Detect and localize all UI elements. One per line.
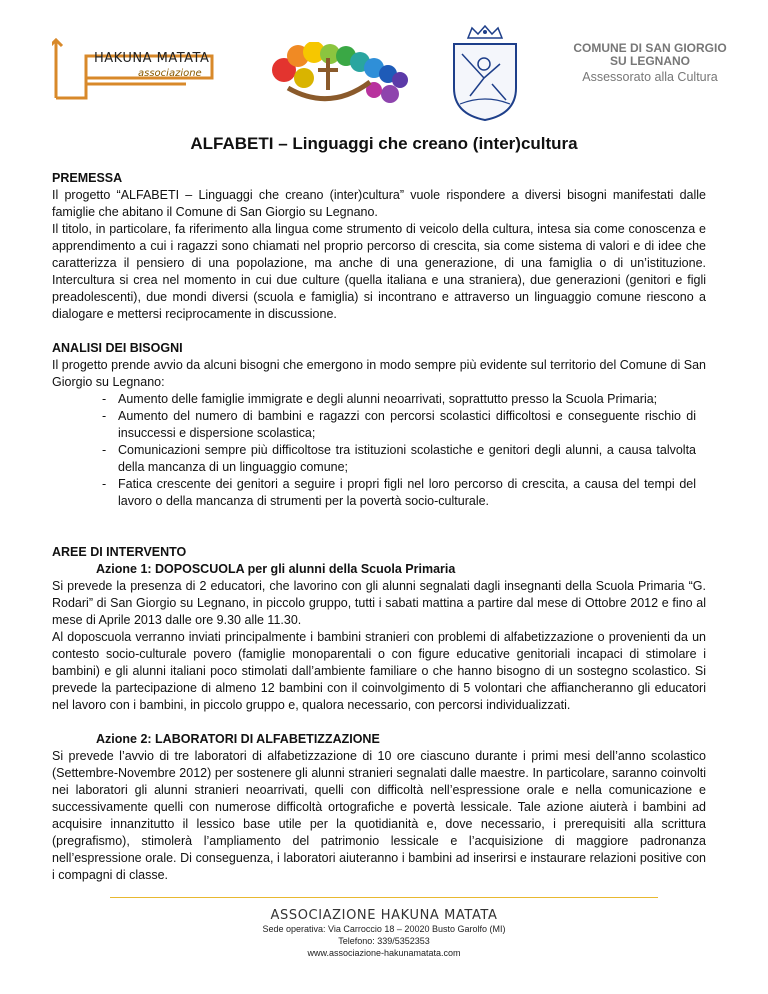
comune-line-1: COMUNE DI SAN GIORGIO <box>573 41 727 55</box>
list-item: - Aumento del numero di bambini e ragazzi con percorsi scolastici difficoltosi e conseguente rischio di insuccessi e dispersione scolastica; <box>52 408 706 442</box>
comune-crest <box>440 24 530 124</box>
footer-website: www.associazione-hakunamatata.com <box>307 948 461 958</box>
section-spacer <box>52 510 706 544</box>
footer-org-name: ASSOCIAZIONE HAKUNA MATATA <box>270 908 498 923</box>
logo-name: HAKUNA MATATA <box>94 51 210 66</box>
section-spacer <box>52 323 706 340</box>
document-title: ALFABETI – Linguaggi che creano (inter)cultura <box>190 134 578 153</box>
crest-icon <box>440 24 530 124</box>
premessa-heading: PREMESSA <box>52 171 123 185</box>
azione-1-paragraph-1: Si prevede la presenza di 2 educatori, che lavorino con gli alunni segnalati dagli insegnanti della Scuola Primaria “G. Rodari” di San Giorgio su Legnano, in piccolo gruppo, tutti i sabati mattina a partire dal mese di Ottobre 2012 e fino al mese di Aprile 2013 dalle ore 9.30 alle 11.30. <box>52 579 706 627</box>
footer <box>0 908 768 959</box>
footer-divider <box>110 897 658 898</box>
analisi-intro: Il progetto prende avvio da alcuni bisogni che emergono in modo sempre più evidente sul territorio del Comune di San Giorgio su Legnano: <box>52 358 706 389</box>
comune-header <box>550 42 750 85</box>
colorful-dots-icon <box>270 42 418 110</box>
footer-phone: Telefono: 339/5352353 <box>338 936 430 946</box>
azione-1-title: Azione 1: DOPOSCUOLA per gli alunni della Scuola Primaria <box>96 562 456 576</box>
premessa-paragraph-1: Il progetto “ALFABETI – Linguaggi che creano (inter)cultura” vuole rispondere a diversi bisogni manifestati dalle famiglie che abitano il Comune di San Giorgio su Legnano. <box>52 188 706 219</box>
colorful-project-logo <box>270 42 418 110</box>
list-item: - Fatica crescente dei genitori a seguire i propri figli nel loro percorso di crescita, a causa del tempi del lavoro o della mancanza di strumenti per la povertà socio-culturale. <box>52 476 706 510</box>
azione-2-paragraph-1: Si prevede l’avvio di tre laboratori di alfabetizzazione di 10 ore ciascuno durante i primi mesi dell’anno scolastico (Settembre-Novembre 2012) per sostenere gli alunni stranieri segnalati dalle maestre. In particolare, saranno coinvolti nei laboratori gli alunni stranieri neoarrivati, quelli con difficoltà nell’espressione orale e nella comunicazione e successivamente quelli con numerose difficoltà ortografiche e povertà lessicale. Tale azione aiuterà i bambini ad acquisire innanzitutto il lessico base utile per la quotidianità e, dove necessario, i prerequisiti alla scrittura (pregrafismo), stimolerà l’ampliamento del patrimonio lessicale e l’acquisizione di maggiore padronanza nell’espressione orale. Di conseguenza, i laboratori aiuteranno i bambini ad inserirsi e instaurare relazioni positive con i compagni di classe. <box>52 749 706 882</box>
logo-sub: associazione <box>138 68 202 79</box>
azione-1-paragraph-2: Al doposcuola verranno inviati principalmente i bambini stranieri con problemi di alfabetizzazione o provenienti da un contesto socio-culturale povero (famiglie monoparentali o con figure educative genitoriali incapaci di stimolare i bambini) e gli alunni italiani poco stimolati dall’ambiente familiare o che hanno bisogno di un sostegno scolastico. Si prevede la partecipazione di almeno 12 bambini con il coinvolgimento di 5 volontari che affiancheranno gli educatori nel lavoro con i bambini, in piccolo gruppo e, qualora necessario, con percorsi individualizzati. <box>52 630 706 712</box>
hakuna-matata-logo <box>52 38 234 102</box>
comune-line-2: SU LEGNANO <box>609 54 690 68</box>
list-item: - Comunicazioni sempre più difficoltose tra istituzioni scolastiche e genitori degli alunni, a causa talvolta della mancanza di un linguaggio comune; <box>52 442 706 476</box>
section-spacer <box>52 714 706 731</box>
document-body <box>52 170 706 884</box>
analisi-heading: ANALISI DEI BISOGNI <box>52 341 183 355</box>
footer-address: Sede operativa: Via Carroccio 18 – 20020 Busto Garolfo (MI) <box>262 924 506 934</box>
premessa-paragraph-2: Il titolo, in particolare, fa riferimento alla lingua come strumento di veicolo della cultura, intesa sia come conoscenza e apprendimento a cui i ragazzi sono chiamati nel proprio percorso di crescita, sia come sistema di valori e di idee che caratterizza il pensiero di una popolazione, ma anche di una generazione, di una famiglia o di un’istituzione. Intercultura si crea nel momento in cui due culture (quella italiana e una straniera), due generazioni (genitori e figli preadolescenti), due mondi diversi (scuola e famiglia) si incontrano e attraverso un linguaggio comune riescono a dialogare e mettersi reciprocamente in discussione. <box>52 222 706 321</box>
aree-heading: AREE DI INTERVENTO <box>52 545 187 559</box>
azione-2-title: Azione 2: LABORATORI DI ALFABETIZZAZIONE <box>96 732 380 746</box>
list-item: - Aumento delle famiglie immigrate e degli alunni neoarrivati, soprattutto presso la Scuola Primaria; <box>52 391 706 408</box>
assessorato-label: Assessorato alla Cultura <box>582 70 718 84</box>
bisogni-list <box>52 391 706 510</box>
